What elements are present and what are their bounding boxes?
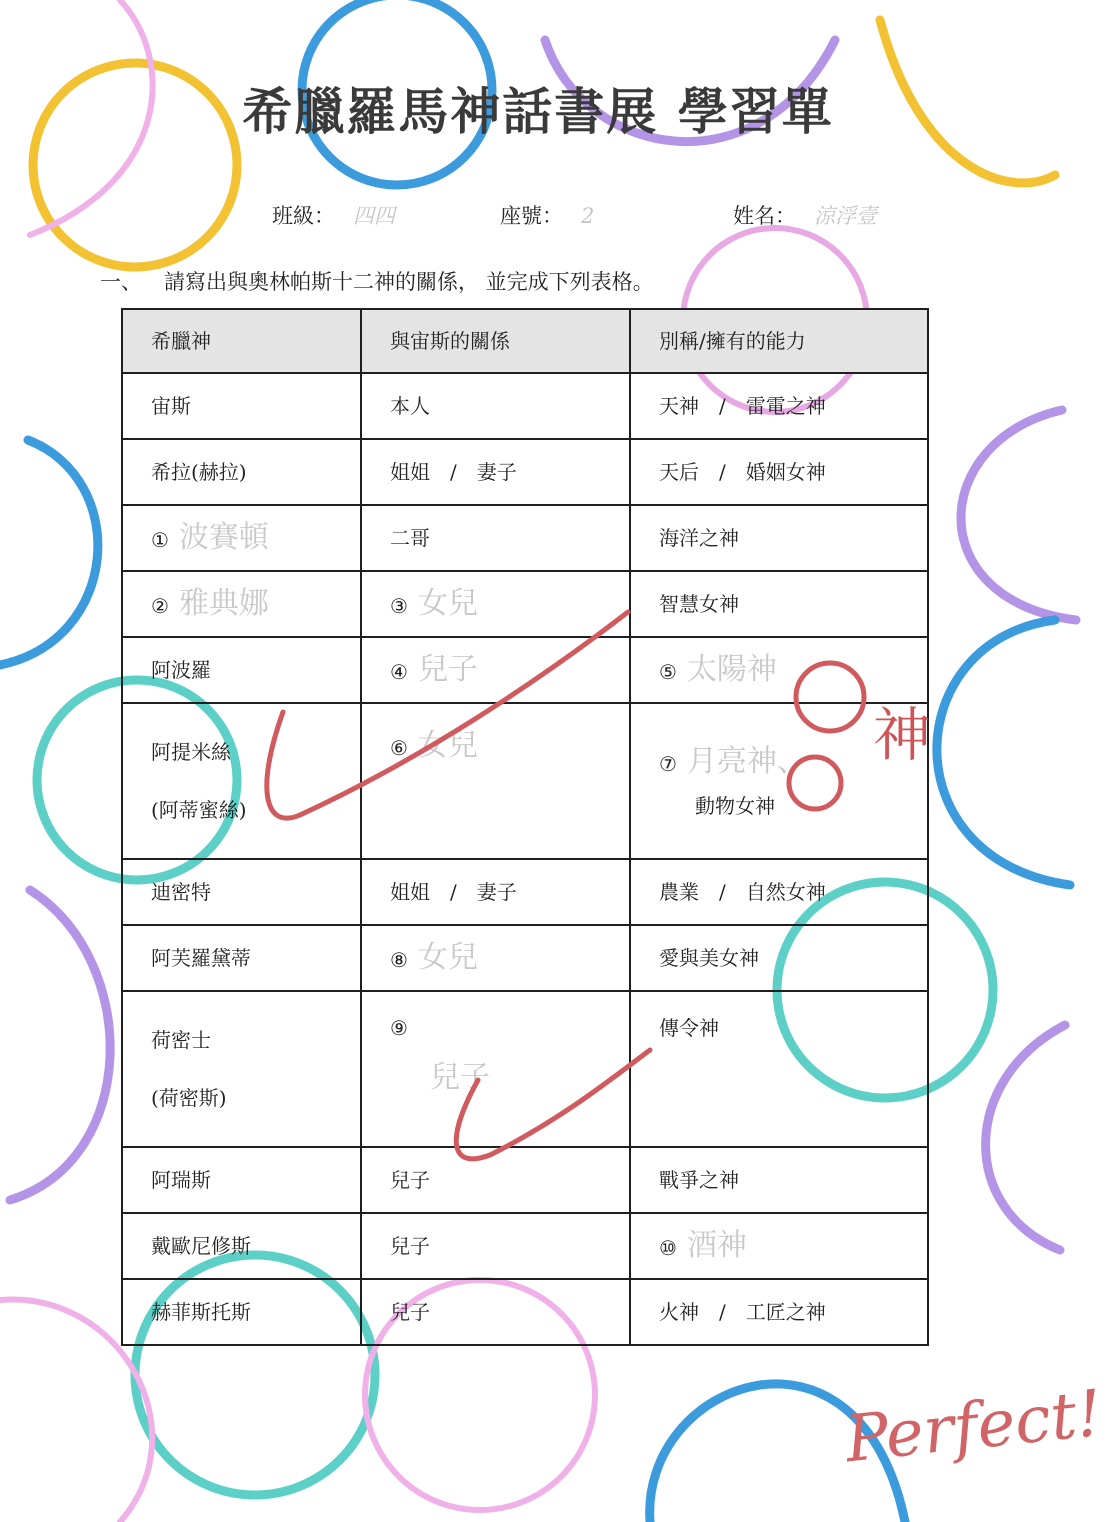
relation-cell — [361, 925, 630, 991]
table-row — [122, 505, 928, 571]
blue-arc-left — [0, 440, 98, 665]
seat-field — [500, 200, 594, 230]
header-relation: 與宙斯的關係 — [361, 309, 630, 373]
god-name: 荷密士 — [151, 1028, 211, 1052]
ability-cell — [630, 1213, 928, 1279]
relation-cell — [361, 703, 630, 859]
name-label: 姓名： — [733, 204, 796, 228]
handwritten-answer: 雅典娜 — [178, 586, 269, 621]
god-cell: 宙斯 — [122, 373, 361, 439]
handwritten-answer: 波賽頓 — [178, 520, 269, 555]
table-row — [122, 859, 928, 925]
table-row — [122, 991, 928, 1147]
class-label: 班級： — [272, 204, 335, 228]
relation-cell — [361, 991, 630, 1147]
god-cell — [122, 571, 361, 637]
god-cell: 戴歐尼修斯 — [122, 1213, 361, 1279]
ability-cell: 海洋之神 — [630, 505, 928, 571]
purple-arc-right — [961, 410, 1076, 620]
blank-number: ⑧ — [390, 948, 408, 972]
handwritten-answer: 太陽神 — [686, 652, 777, 687]
purple-arc-left — [10, 890, 110, 1200]
instruction-number: 一、 — [100, 270, 142, 294]
gods-table — [121, 308, 932, 1346]
handwritten-answer: 女兒 — [417, 728, 478, 763]
handwritten-answer: 兒子 — [430, 1060, 490, 1095]
header-god: 希臘神 — [122, 309, 361, 373]
name-value: 涼浮壹 — [814, 204, 877, 228]
ability-cell: 火神 / 工匠之神 — [630, 1279, 928, 1345]
god-cell: 阿波羅 — [122, 637, 361, 703]
table-row — [122, 373, 928, 439]
table-row — [122, 637, 928, 703]
page-title: 希臘羅馬神話書展 學習單 — [242, 83, 834, 141]
instruction-text: 請寫出與奧林帕斯十二神的關係， 並完成下列表格。 — [164, 270, 654, 294]
ability-cell: 戰爭之神 — [630, 1147, 928, 1213]
blank-number: ② — [151, 594, 169, 618]
blank-number: ④ — [390, 660, 408, 684]
relation-cell: 兒子 — [361, 1213, 630, 1279]
table-header-row — [122, 309, 928, 373]
header-ability: 別稱/擁有的能力 — [630, 309, 928, 373]
blank-number: ① — [151, 528, 169, 552]
god-cell: 阿芙羅黛蒂 — [122, 925, 361, 991]
ability-cell: 智慧女神 — [630, 571, 928, 637]
god-alt-name: (阿蒂蜜絲) — [151, 798, 247, 822]
seat-value: 2 — [581, 204, 595, 228]
god-cell: 阿瑞斯 — [122, 1147, 361, 1213]
handwritten-answer: 女兒 — [417, 940, 478, 975]
relation-cell: 本人 — [361, 373, 630, 439]
table-row — [122, 1213, 928, 1279]
blue-arc-right — [937, 620, 1070, 885]
table-row — [122, 1279, 928, 1345]
god-cell — [122, 505, 361, 571]
class-value: 四四 — [353, 204, 395, 228]
table-row — [122, 571, 928, 637]
handwritten-answer: 女兒 — [417, 586, 478, 621]
blank-number: ⑤ — [659, 660, 677, 684]
handwritten-answer: 酒神 — [686, 1228, 747, 1263]
name-field — [733, 200, 877, 230]
seat-label: 座號： — [500, 204, 563, 228]
table-row — [122, 1147, 928, 1213]
god-cell: 赫菲斯托斯 — [122, 1279, 361, 1345]
blank-number: ③ — [390, 594, 408, 618]
ability-cell: 傳令神 — [630, 991, 928, 1147]
purple-arc-right-low — [986, 1025, 1065, 1250]
ability-cell: 天神 / 雷電之神 — [630, 373, 928, 439]
god-cell — [122, 991, 361, 1147]
blank-number: ⑨ — [390, 1016, 408, 1040]
god-alt-name: (荷密斯) — [151, 1086, 227, 1110]
handwritten-answer: 月亮神、 — [686, 744, 807, 779]
god-name: 阿提米絲 — [151, 740, 231, 764]
blank-number: ⑦ — [659, 752, 677, 776]
god-cell: 迪密特 — [122, 859, 361, 925]
relation-cell: 姐姐 / 妻子 — [361, 859, 630, 925]
god-cell: 希拉(赫拉) — [122, 439, 361, 505]
blank-number: ⑩ — [659, 1236, 677, 1260]
table-row — [122, 925, 928, 991]
relation-cell: 姐姐 / 妻子 — [361, 439, 630, 505]
relation-cell: 二哥 — [361, 505, 630, 571]
table-row — [122, 439, 928, 505]
table-row — [122, 703, 928, 859]
relation-cell: 兒子 — [361, 1147, 630, 1213]
teacher-praise: Perfect! — [841, 1376, 1106, 1478]
instruction — [100, 266, 654, 296]
relation-cell — [361, 571, 630, 637]
blank-number: ⑥ — [390, 736, 408, 760]
class-field — [272, 200, 395, 230]
handwritten-answer: 兒子 — [417, 652, 478, 687]
relation-cell: 兒子 — [361, 1279, 630, 1345]
teacher-correction-char: 神 — [873, 701, 932, 769]
god-cell — [122, 703, 361, 859]
relation-cell — [361, 637, 630, 703]
ability-cell: 愛與美女神 — [630, 925, 928, 991]
ability-cell: 農業 / 自然女神 — [630, 859, 928, 925]
ability-line2: 動物女神 — [695, 794, 775, 818]
ability-cell: 天后 / 婚姻女神 — [630, 439, 928, 505]
